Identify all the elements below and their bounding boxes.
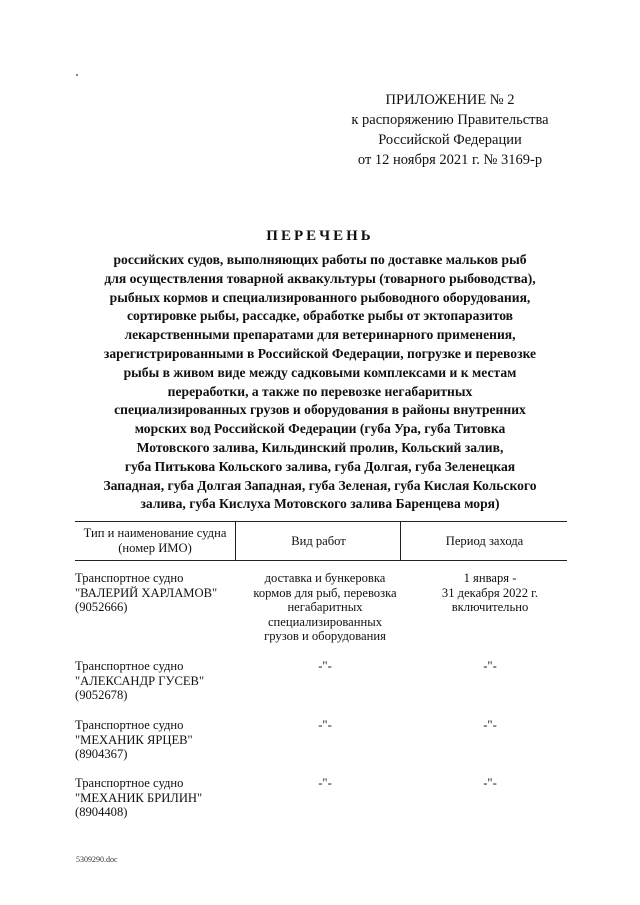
subtitle-line: Западная, губа Долгая Западная, губа Зеленая, губа Кислая Кольского <box>103 477 537 493</box>
vessel-name: "ВАЛЕРИЙ ХАРЛАМОВ" <box>75 585 218 600</box>
period-line: 31 декабря 2022 г. <box>441 585 539 600</box>
subtitle-line: морских вод Российской Федерации (губа Ура, губа Титовка <box>134 421 506 437</box>
vessel-name: "МЕХАНИК ЯРЦЕВ" <box>75 732 193 747</box>
cell-work <box>250 776 400 791</box>
appendix-title: ПРИЛОЖЕНИЕ № 2 <box>385 92 515 108</box>
cell-work <box>250 718 400 733</box>
header-vessel <box>75 522 235 560</box>
table-header <box>75 521 567 561</box>
appendix-line: к распоряжению Правительства <box>351 112 549 128</box>
work-line: кормов для рыб, перевозка <box>253 585 397 600</box>
cell-vessel <box>75 659 240 703</box>
header-period <box>400 522 568 560</box>
header-vessel-line: (номер ИМО) <box>118 541 192 555</box>
ditto-mark: -"- <box>483 718 497 732</box>
file-reference: 5309290.doc <box>76 855 118 864</box>
subtitle-line: рыбных кормов и специализированного рыбоводного оборудования, <box>109 289 531 305</box>
period-line: включительно <box>451 600 529 614</box>
appendix-block <box>330 90 570 170</box>
work-line: специализированных <box>267 614 383 629</box>
subtitle-line: сортировке рыбы, рассадке, обработке рыбы от эктопаразитов <box>126 308 514 324</box>
work-line: негабаритных <box>287 600 363 614</box>
subtitle-line: для осуществления товарной аквакультуры (товарного рыбоводства), <box>104 270 536 286</box>
subtitle-line: рыбы в живом виде между садковыми комплексами и к местам <box>123 364 517 380</box>
subtitle-line: залива, губа Кислуха Мотовского залива Баренцева моря) <box>140 496 500 512</box>
ditto-mark: -"- <box>318 718 332 732</box>
ditto-mark: -"- <box>318 659 332 673</box>
vessel-type: Транспортное судно <box>75 776 184 790</box>
vessel-type: Транспортное судно <box>75 659 184 673</box>
subtitle-line: губа Питькова Кольского залива, губа Долгая, губа Зеленецкая <box>124 458 516 474</box>
cell-period <box>415 571 565 615</box>
subtitle-line: Мотовского залива, Кильдинский пролив, Кольский залив, <box>136 439 504 455</box>
subtitle-line: российских судов, выполняющих работы по доставке мальков рыб <box>113 252 527 267</box>
appendix-line: Российской Федерации <box>378 132 522 148</box>
document-heading: ПЕРЕЧЕНЬ <box>266 228 374 244</box>
cell-work <box>250 659 400 674</box>
work-line: грузов и оборудования <box>264 629 386 643</box>
appendix-date-number: от 12 ноября 2021 г. № 3169-р <box>357 152 543 168</box>
ditto-mark: -"- <box>483 659 497 673</box>
period-line: 1 января - <box>463 571 517 585</box>
header-work-label: Вид работ <box>291 533 346 548</box>
cell-vessel <box>75 776 240 820</box>
header-vessel-line: Тип и наименование судна <box>83 526 227 540</box>
ditto-mark: -"- <box>318 776 332 790</box>
cell-vessel <box>75 718 240 762</box>
cell-vessel <box>75 571 240 615</box>
subtitle-line: переработки, а также по перевозке негабаритных <box>167 383 473 399</box>
header-period-label: Период захода <box>445 533 524 548</box>
cell-period <box>415 659 565 674</box>
vessel-imo: (8904408) <box>75 805 128 819</box>
scan-speck <box>76 74 78 76</box>
vessel-imo: (9052666) <box>75 600 128 614</box>
vessel-name: "АЛЕКСАНДР ГУСЕВ" <box>75 673 205 688</box>
cell-period <box>415 776 565 791</box>
ditto-mark: -"- <box>483 776 497 790</box>
vessel-name: "МЕХАНИК БРИЛИН" <box>75 790 203 805</box>
vessel-type: Транспортное судно <box>75 718 184 732</box>
vessel-imo: (8904367) <box>75 747 128 761</box>
cell-period <box>415 718 565 733</box>
cell-work <box>250 571 400 644</box>
vessel-imo: (9052678) <box>75 688 128 702</box>
subtitle-line: специализированных грузов и оборудования в районы внутренних <box>114 402 526 418</box>
vessel-type: Транспортное судно <box>75 571 184 585</box>
subtitle-line: лекарственными препаратами для ветеринарного применения, <box>124 327 516 343</box>
header-work <box>235 522 401 560</box>
work-line: доставка и бункеровка <box>264 571 386 585</box>
document-subtitle <box>60 251 580 514</box>
subtitle-line: зарегистрированными в Российской Федерации, погрузке и перевозке <box>103 345 537 361</box>
